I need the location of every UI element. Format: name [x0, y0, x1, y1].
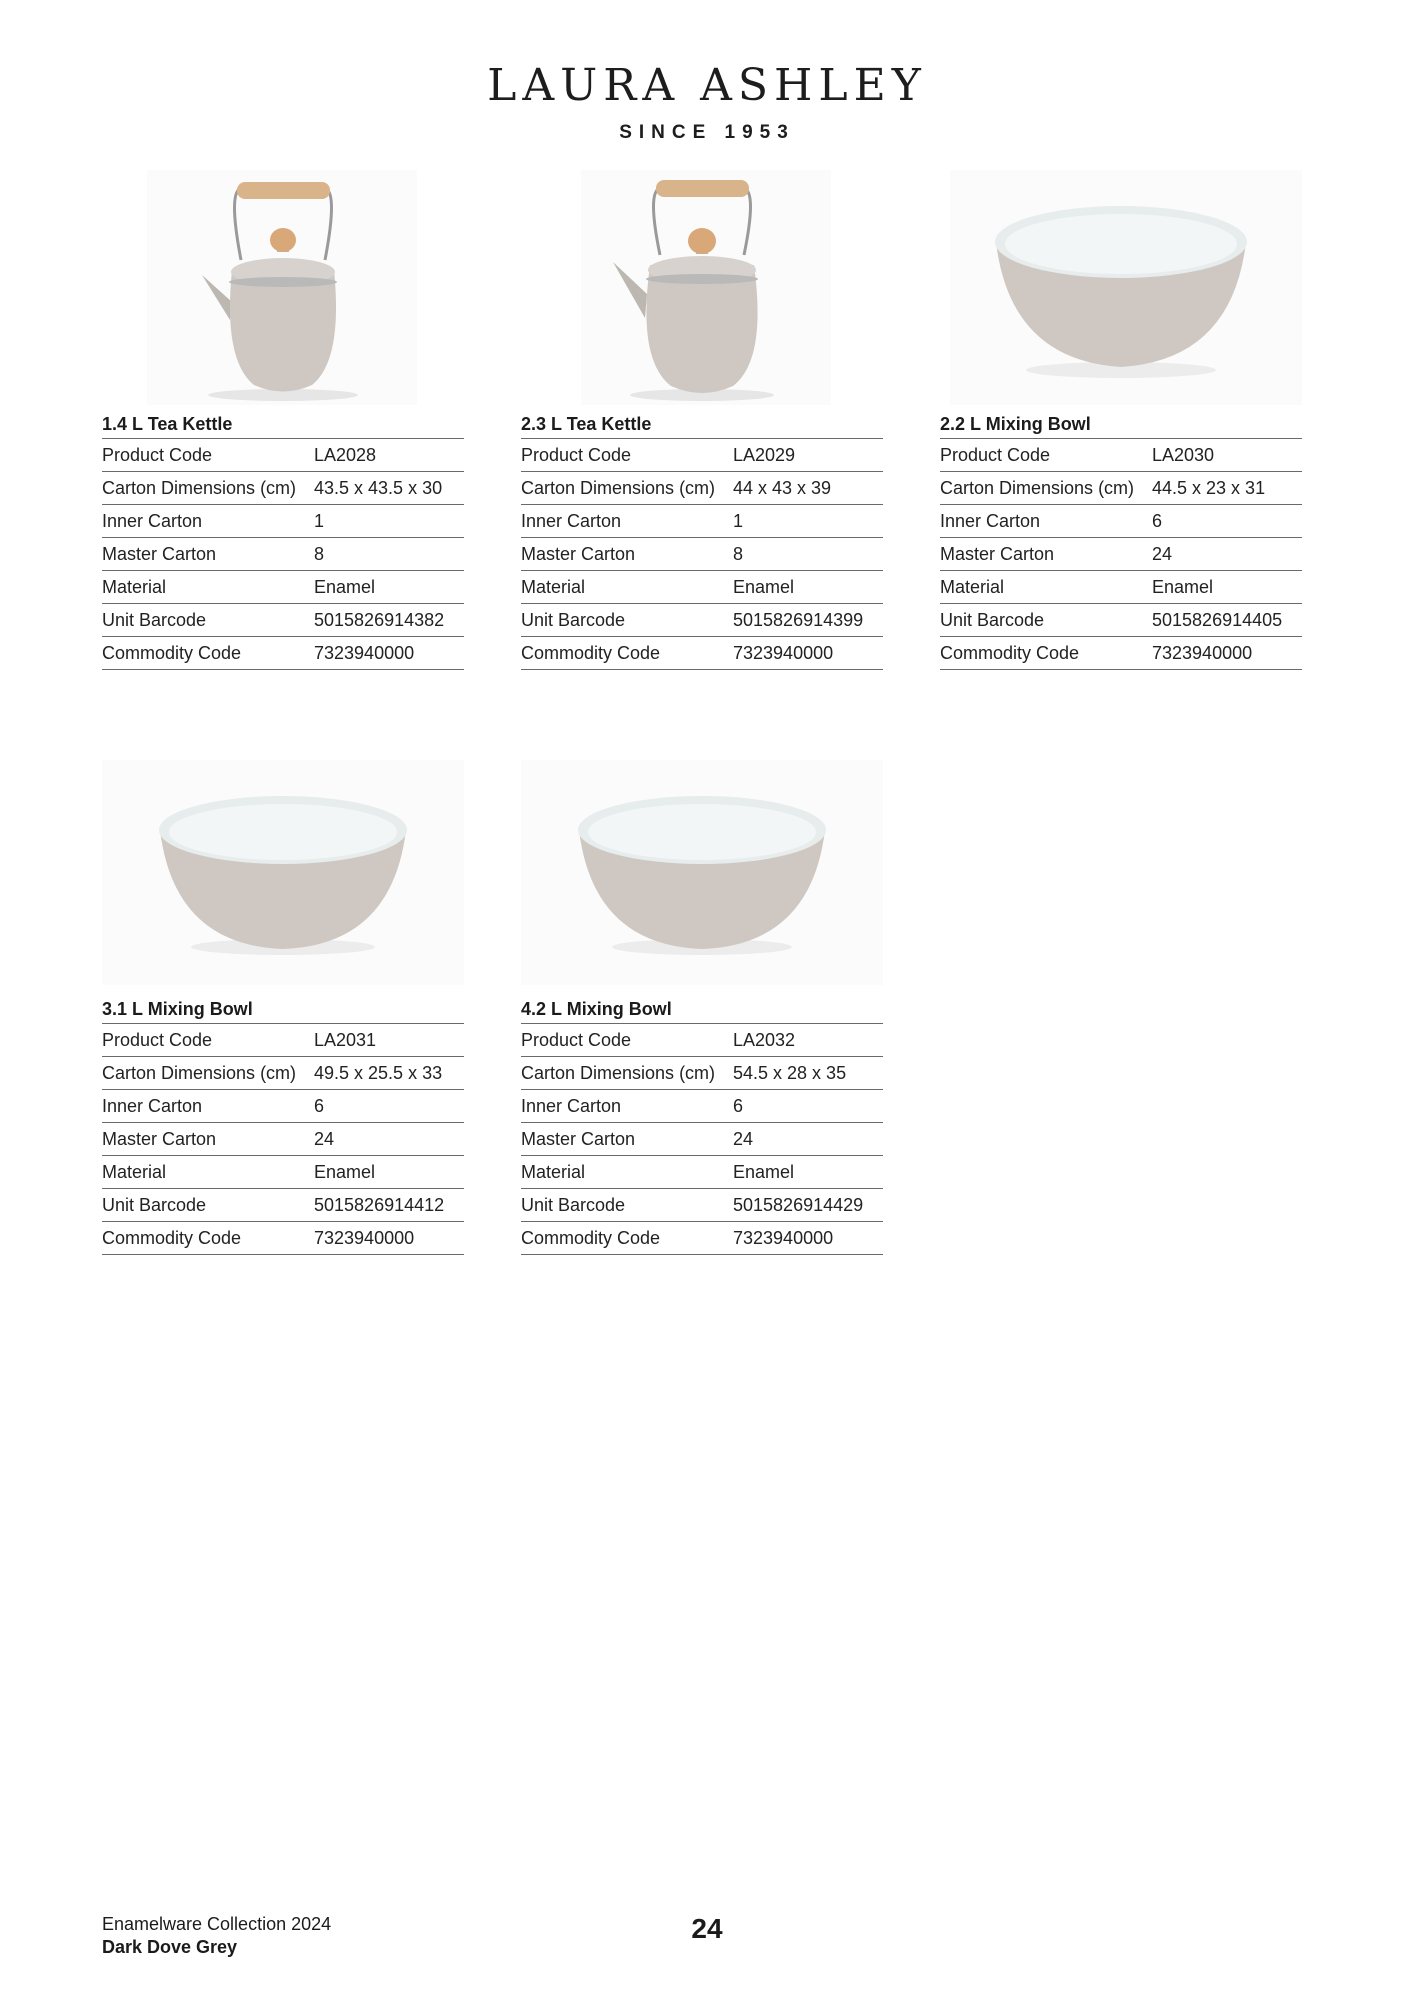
tea-kettle-image: [102, 170, 464, 405]
spec-table: [102, 1023, 464, 1255]
product-title: 2.2 L Mixing Bowl: [940, 414, 1091, 434]
table-row: [102, 1057, 464, 1090]
table-row: [102, 1090, 464, 1123]
colour-name: Dark Dove Grey: [102, 1937, 238, 1957]
table-row: [521, 1090, 883, 1123]
spec-label: Product Code: [521, 439, 733, 472]
product-title: 4.2 L Mixing Bowl: [521, 999, 672, 1019]
spec-value: 54.5 x 28 x 35: [733, 1057, 883, 1090]
spec-value: 8: [733, 538, 883, 571]
spec-value: Enamel: [733, 571, 883, 604]
spec-value: Enamel: [733, 1156, 883, 1189]
spec-value: LA2029: [733, 439, 883, 472]
spec-label: Carton Dimensions (cm): [940, 472, 1152, 505]
spec-label: Inner Carton: [940, 505, 1152, 538]
table-row: [521, 1156, 883, 1189]
table-row: [102, 472, 464, 505]
mixing-bowl-image: [940, 170, 1302, 405]
spec-label: Unit Barcode: [940, 604, 1152, 637]
spec-label: Product Code: [102, 439, 314, 472]
spec-label: Material: [102, 1156, 314, 1189]
spec-value: 6: [733, 1090, 883, 1123]
spec-label: Inner Carton: [102, 1090, 314, 1123]
spec-value: LA2028: [314, 439, 464, 472]
spec-label: Product Code: [521, 1024, 733, 1057]
spec-value: 7323940000: [1152, 637, 1302, 670]
table-row: [521, 538, 883, 571]
spec-value: 7323940000: [314, 1222, 464, 1255]
spec-label: Master Carton: [521, 538, 733, 571]
spec-value: 6: [314, 1090, 464, 1123]
spec-label: Inner Carton: [521, 1090, 733, 1123]
mixing-bowl-image: [102, 755, 464, 990]
table-row: [521, 1189, 883, 1222]
spec-value: LA2030: [1152, 439, 1302, 472]
spec-value: 44 x 43 x 39: [733, 472, 883, 505]
spec-value: 6: [1152, 505, 1302, 538]
spec-value: 1: [314, 505, 464, 538]
spec-value: 44.5 x 23 x 31: [1152, 472, 1302, 505]
product-title: 2.3 L Tea Kettle: [521, 414, 652, 434]
table-row: [521, 472, 883, 505]
table-row: [102, 439, 464, 472]
table-row: [521, 571, 883, 604]
spec-table: [940, 438, 1302, 670]
spec-label: Product Code: [102, 1024, 314, 1057]
spec-value: LA2032: [733, 1024, 883, 1057]
spec-value: Enamel: [314, 571, 464, 604]
spec-value: Enamel: [1152, 571, 1302, 604]
table-row: [940, 505, 1302, 538]
table-row: [102, 1123, 464, 1156]
brand-since: SINCE 1953: [619, 122, 795, 143]
table-row: [521, 1024, 883, 1057]
spec-value: 24: [733, 1123, 883, 1156]
spec-label: Unit Barcode: [521, 604, 733, 637]
spec-label: Commodity Code: [102, 637, 314, 670]
tea-kettle-image: [521, 170, 883, 405]
table-row: [521, 439, 883, 472]
table-row: [940, 472, 1302, 505]
spec-label: Unit Barcode: [102, 604, 314, 637]
table-row: [521, 505, 883, 538]
spec-value: Enamel: [314, 1156, 464, 1189]
spec-label: Master Carton: [521, 1123, 733, 1156]
table-row: [102, 1156, 464, 1189]
table-row: [521, 637, 883, 670]
spec-label: Carton Dimensions (cm): [521, 472, 733, 505]
table-row: [521, 1057, 883, 1090]
spec-value: 49.5 x 25.5 x 33: [314, 1057, 464, 1090]
table-row: [102, 505, 464, 538]
product-title: 3.1 L Mixing Bowl: [102, 999, 253, 1019]
spec-label: Inner Carton: [521, 505, 733, 538]
spec-value: 43.5 x 43.5 x 30: [314, 472, 464, 505]
brand-name: LAURA ASHLEY: [487, 60, 927, 111]
spec-label: Commodity Code: [521, 637, 733, 670]
spec-value: 5015826914412: [314, 1189, 464, 1222]
spec-label: Master Carton: [940, 538, 1152, 571]
spec-label: Carton Dimensions (cm): [102, 472, 314, 505]
table-row: [102, 637, 464, 670]
spec-value: 5015826914429: [733, 1189, 883, 1222]
table-row: [940, 637, 1302, 670]
spec-label: Master Carton: [102, 1123, 314, 1156]
spec-value: 7323940000: [733, 1222, 883, 1255]
spec-label: Material: [102, 571, 314, 604]
spec-table: [521, 438, 883, 670]
mixing-bowl-image: [521, 755, 883, 990]
table-row: [521, 1123, 883, 1156]
spec-label: Inner Carton: [102, 505, 314, 538]
spec-label: Master Carton: [102, 538, 314, 571]
spec-label: Commodity Code: [940, 637, 1152, 670]
spec-label: Carton Dimensions (cm): [521, 1057, 733, 1090]
spec-label: Material: [521, 1156, 733, 1189]
spec-value: 7323940000: [314, 637, 464, 670]
spec-value: 1: [733, 505, 883, 538]
table-row: [940, 571, 1302, 604]
table-row: [102, 1189, 464, 1222]
spec-label: Unit Barcode: [102, 1189, 314, 1222]
spec-label: Commodity Code: [102, 1222, 314, 1255]
spec-label: Carton Dimensions (cm): [102, 1057, 314, 1090]
spec-table: [102, 438, 464, 670]
table-row: [102, 571, 464, 604]
spec-label: Product Code: [940, 439, 1152, 472]
spec-value: LA2031: [314, 1024, 464, 1057]
table-row: [940, 439, 1302, 472]
spec-label: Unit Barcode: [521, 1189, 733, 1222]
spec-value: 5015826914382: [314, 604, 464, 637]
spec-value: 5015826914399: [733, 604, 883, 637]
table-row: [940, 604, 1302, 637]
spec-value: 7323940000: [733, 637, 883, 670]
spec-value: 24: [314, 1123, 464, 1156]
table-row: [102, 538, 464, 571]
spec-label: Material: [940, 571, 1152, 604]
table-row: [521, 1222, 883, 1255]
brand-header: [0, 60, 1414, 144]
page-number: 24: [691, 1913, 723, 1944]
spec-label: Material: [521, 571, 733, 604]
spec-value: 24: [1152, 538, 1302, 571]
table-row: [102, 1222, 464, 1255]
spec-value: 8: [314, 538, 464, 571]
spec-label: Commodity Code: [521, 1222, 733, 1255]
spec-value: 5015826914405: [1152, 604, 1302, 637]
table-row: [521, 604, 883, 637]
spec-table: [521, 1023, 883, 1255]
collection-name: Enamelware Collection 2024: [102, 1914, 332, 1934]
table-row: [940, 538, 1302, 571]
table-row: [102, 1024, 464, 1057]
product-title: 1.4 L Tea Kettle: [102, 414, 233, 434]
table-row: [102, 604, 464, 637]
